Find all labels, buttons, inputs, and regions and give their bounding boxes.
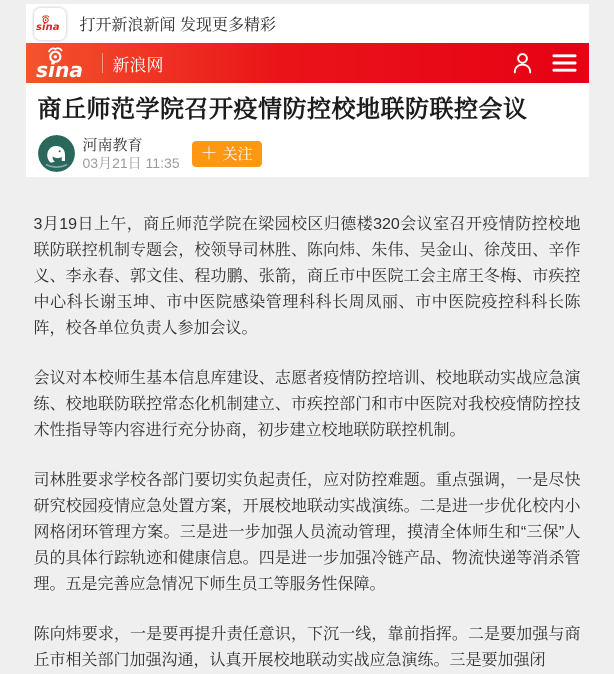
author-name[interactable]: 河南教育: [82, 136, 143, 154]
app-banner-text[interactable]: 打开新浪新闻 发现更多精彩: [79, 17, 276, 34]
sina-logo[interactable]: [36, 47, 92, 80]
user-icon[interactable]: [510, 50, 535, 76]
follow-button[interactable]: [192, 141, 262, 167]
paragraph-2: 会议对本校师生基本信息库建设、志愿者疫情防控培训、校地联动实战应急演练、校地联防联控常态化机制建立、市疾控部门和市中医院对我校疫情防控技术性指导等内容进行充分协商，初步建立校地联防联控机制。: [33, 370, 581, 439]
site-name[interactable]: 新浪网: [112, 55, 164, 75]
app-banner[interactable]: [26, 4, 589, 43]
page-column: [26, 0, 589, 674]
title-block: [26, 83, 589, 177]
author-row: [38, 135, 579, 172]
article-title: 商丘师范学院召开疫情防控校地联防联控会议: [37, 96, 528, 123]
publish-datetime: 03月21日 11:35: [82, 154, 180, 171]
nav-actions: [510, 50, 577, 76]
svg-text:sina: sina: [35, 57, 83, 80]
sina-app-icon[interactable]: [34, 8, 66, 40]
paragraph-1: 3月19日上午，商丘师范学院在梁园校区归德楼320会议室召开疫情防控校地联防联控机制专题会，校领导司林胜、陈向炜、朱伟、吴金山、徐茂田、辛作义、李永春、郭文佳、程功鹏、张箭，商丘市中医院工会主席王冬梅、市疾控中心科长谢玉坤、市中医院感染管理科科长周凤丽、市中医院疫控科科长陈阵，校各单位负责人参加会议。: [33, 216, 581, 337]
author-meta: [83, 136, 180, 172]
menu-icon[interactable]: [552, 53, 577, 73]
henan-education-logo-icon: [38, 135, 75, 172]
sina-logo-icon: [36, 47, 92, 80]
paragraph-4: 陈向炜要求，一是要再提升责任意识，下沉一线，靠前指挥。二是要加强与商丘市相关部门加强沟通，认真开展校地联动实战应急演练。三是要加强闭: [33, 626, 581, 669]
sina-logo-icon: [36, 15, 64, 32]
avatar[interactable]: [38, 135, 75, 172]
paragraph-3: 司林胜要求学校各部门要切实负起责任，应对防控难题。重点强调，一是尽快研究校园疫情应急处置方案，开展校地联动实战演练。二是进一步优化校内小网格闭环管理方案。三是进一步加强人员流动管理，摸清全体师生和“三保”人员的具体行踪轨迹和健康信息。四是进一步加强冷链产品、物流快递等消杀管理。五是完善应急情况下师生员工等服务性保障。: [33, 472, 581, 593]
nav-bar: [26, 43, 589, 83]
nav-divider: [102, 53, 103, 73]
plus-icon: ＋: [200, 144, 218, 163]
svg-text:sina: sina: [35, 22, 60, 32]
follow-label: 关注: [222, 146, 253, 163]
article-body: [26, 177, 589, 674]
